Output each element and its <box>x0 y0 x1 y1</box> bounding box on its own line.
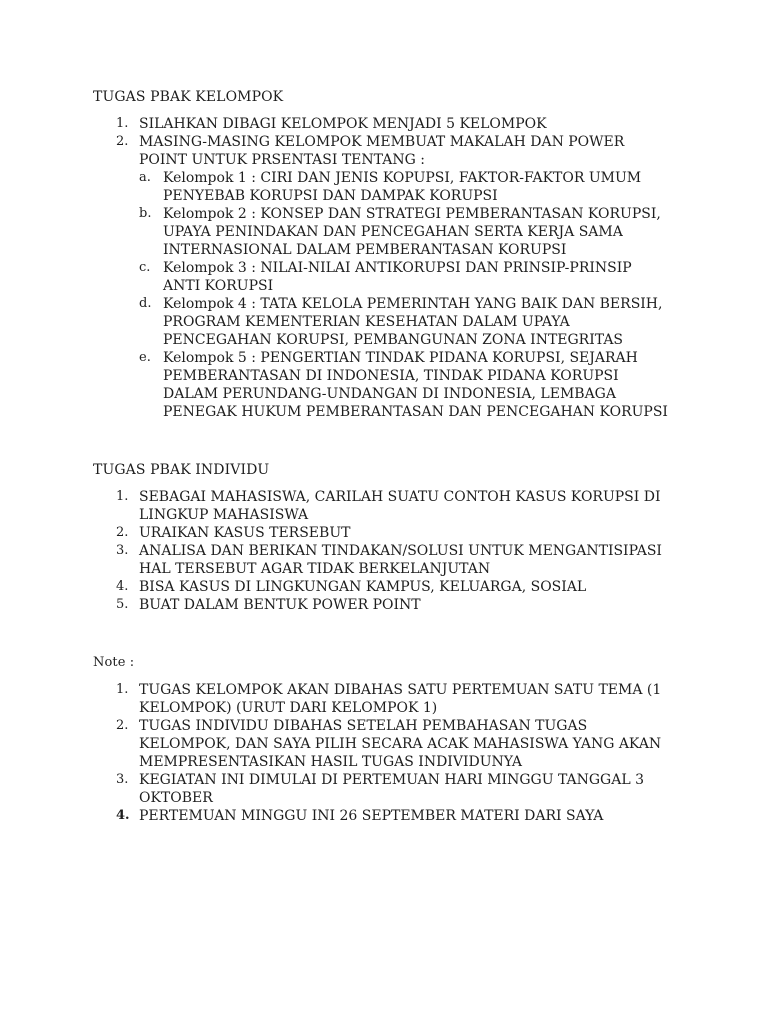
sublist-item <box>139 205 668 259</box>
sublist-letter: d. <box>139 296 152 311</box>
list-number: 3. <box>116 772 129 787</box>
list-text: ANALISA DAN BERIKAN TINDAKAN/SOLUSI UNTUK MENGANTISIPASI HAL TERSEBUT AGAR TIDAK BERKELANJUTAN <box>139 543 662 577</box>
list-text: TUGAS INDIVIDU DIBAHAS SETELAH PEMBAHASAN TUGAS KELOMPOK, DAN SAYA PILIH SECARA ACAK MAHASISWA YANG AKAN MEMPRESENTASIKAN HASIL TUGAS INDIVIDUNYA <box>139 718 662 770</box>
sublist-item <box>139 295 668 349</box>
list-number: 1. <box>116 116 129 131</box>
list-text: BISA KASUS DI LINGKUNGAN KAMPUS, KELUARGA, SOSIAL <box>139 579 587 595</box>
list-item <box>0 771 669 807</box>
note-list <box>0 681 669 825</box>
list-item <box>0 115 669 133</box>
sublist-text: Kelompok 1 : CIRI DAN JENIS KOPUPSI, FAKTOR-FAKTOR UMUM PENYEBAB KORUPSI DAN DAMPAK KORUPSI <box>163 170 642 204</box>
sublist-text: Kelompok 3 : NILAI-NILAI ANTIKORUPSI DAN PRINSIP-PRINSIP ANTI KORUPSI <box>163 260 632 294</box>
list-number: 4. <box>116 808 130 823</box>
sublist-text: Kelompok 5 : PENGERTIAN TINDAK PIDANA KORUPSI, SEJARAH PEMBERANTASAN DI INDONESIA, TINDAK PIDANA KORUPSI DALAM PERUNDANG-UNDANGAN DI INDONESIA, LEMBAGA PENEGAK HUKUM PEMBERANTASAN DAN PENCEGAHAN KORUPSI <box>163 350 668 420</box>
list-item <box>0 542 669 578</box>
sublist-letter: e. <box>139 350 151 365</box>
sublist-letter: a. <box>139 170 151 185</box>
list-item <box>0 681 669 717</box>
sublist-item <box>139 259 668 295</box>
list-item <box>0 488 669 524</box>
list-item <box>0 717 669 771</box>
list-number: 2. <box>116 718 129 733</box>
list-item <box>0 807 669 825</box>
list-text: TUGAS KELOMPOK AKAN DIBAHAS SATU PERTEMUAN SATU TEMA (1 KELOMPOK) (URUT DARI KELOMPOK 1) <box>139 682 662 716</box>
list-number: 2. <box>116 134 129 149</box>
list-text: SILAHKAN DIBAGI KELOMPOK MENJADI 5 KELOMPOK <box>139 116 547 132</box>
list-number: 1. <box>116 489 129 504</box>
sublist-text: Kelompok 4 : TATA KELOLA PEMERINTAH YANG BAIK DAN BERSIH, PROGRAM KEMENTERIAN KESEHATAN DALAM UPAYA PENCEGAHAN KORUPSI, PEMBANGUNAN ZONA INTEGRITAS <box>163 296 663 348</box>
kelompok-list <box>0 115 669 421</box>
list-item <box>0 578 669 596</box>
list-text: MASING-MASING KELOMPOK MEMBUAT MAKALAH DAN POWER POINT UNTUK PRSENTASI TENTANG : <box>139 134 625 168</box>
individu-list <box>0 488 669 614</box>
list-item <box>0 596 669 614</box>
sublist-item <box>139 169 668 205</box>
kelompok-heading: TUGAS PBAK KELOMPOK <box>93 89 284 105</box>
list-number: 5. <box>116 597 129 612</box>
sublist-text: Kelompok 2 : KONSEP DAN STRATEGI PEMBERANTASAN KORUPSI, UPAYA PENINDAKAN DAN PENCEGAHAN SERTA KERJA SAMA INTERNASIONAL DALAM PEMBERANTASAN KORUPSI <box>163 206 661 258</box>
note-heading: Note : <box>93 655 135 670</box>
list-number: 3. <box>116 543 129 558</box>
list-text: BUAT DALAM BENTUK POWER POINT <box>139 597 421 613</box>
list-number: 4. <box>116 579 129 594</box>
list-number: 2. <box>116 525 129 540</box>
sublist-item <box>139 349 668 421</box>
list-item <box>0 524 669 542</box>
sublist-letter: c. <box>139 260 151 275</box>
list-item <box>0 133 669 421</box>
kelompok-sublist <box>139 169 669 421</box>
list-text: KEGIATAN INI DIMULAI DI PERTEMUAN HARI MINGGU TANGGAL 3 OKTOBER <box>139 772 645 806</box>
list-text: PERTEMUAN MINGGU INI 26 SEPTEMBER MATERI DARI SAYA <box>139 808 604 824</box>
sublist-letter: b. <box>139 206 152 221</box>
list-number: 1. <box>116 682 129 697</box>
list-text: URAIKAN KASUS TERSEBUT <box>139 525 351 541</box>
individu-heading: TUGAS PBAK INDIVIDU <box>93 462 270 478</box>
list-text: SEBAGAI MAHASISWA, CARILAH SUATU CONTOH KASUS KORUPSI DI LINGKUP MAHASISWA <box>139 489 661 523</box>
